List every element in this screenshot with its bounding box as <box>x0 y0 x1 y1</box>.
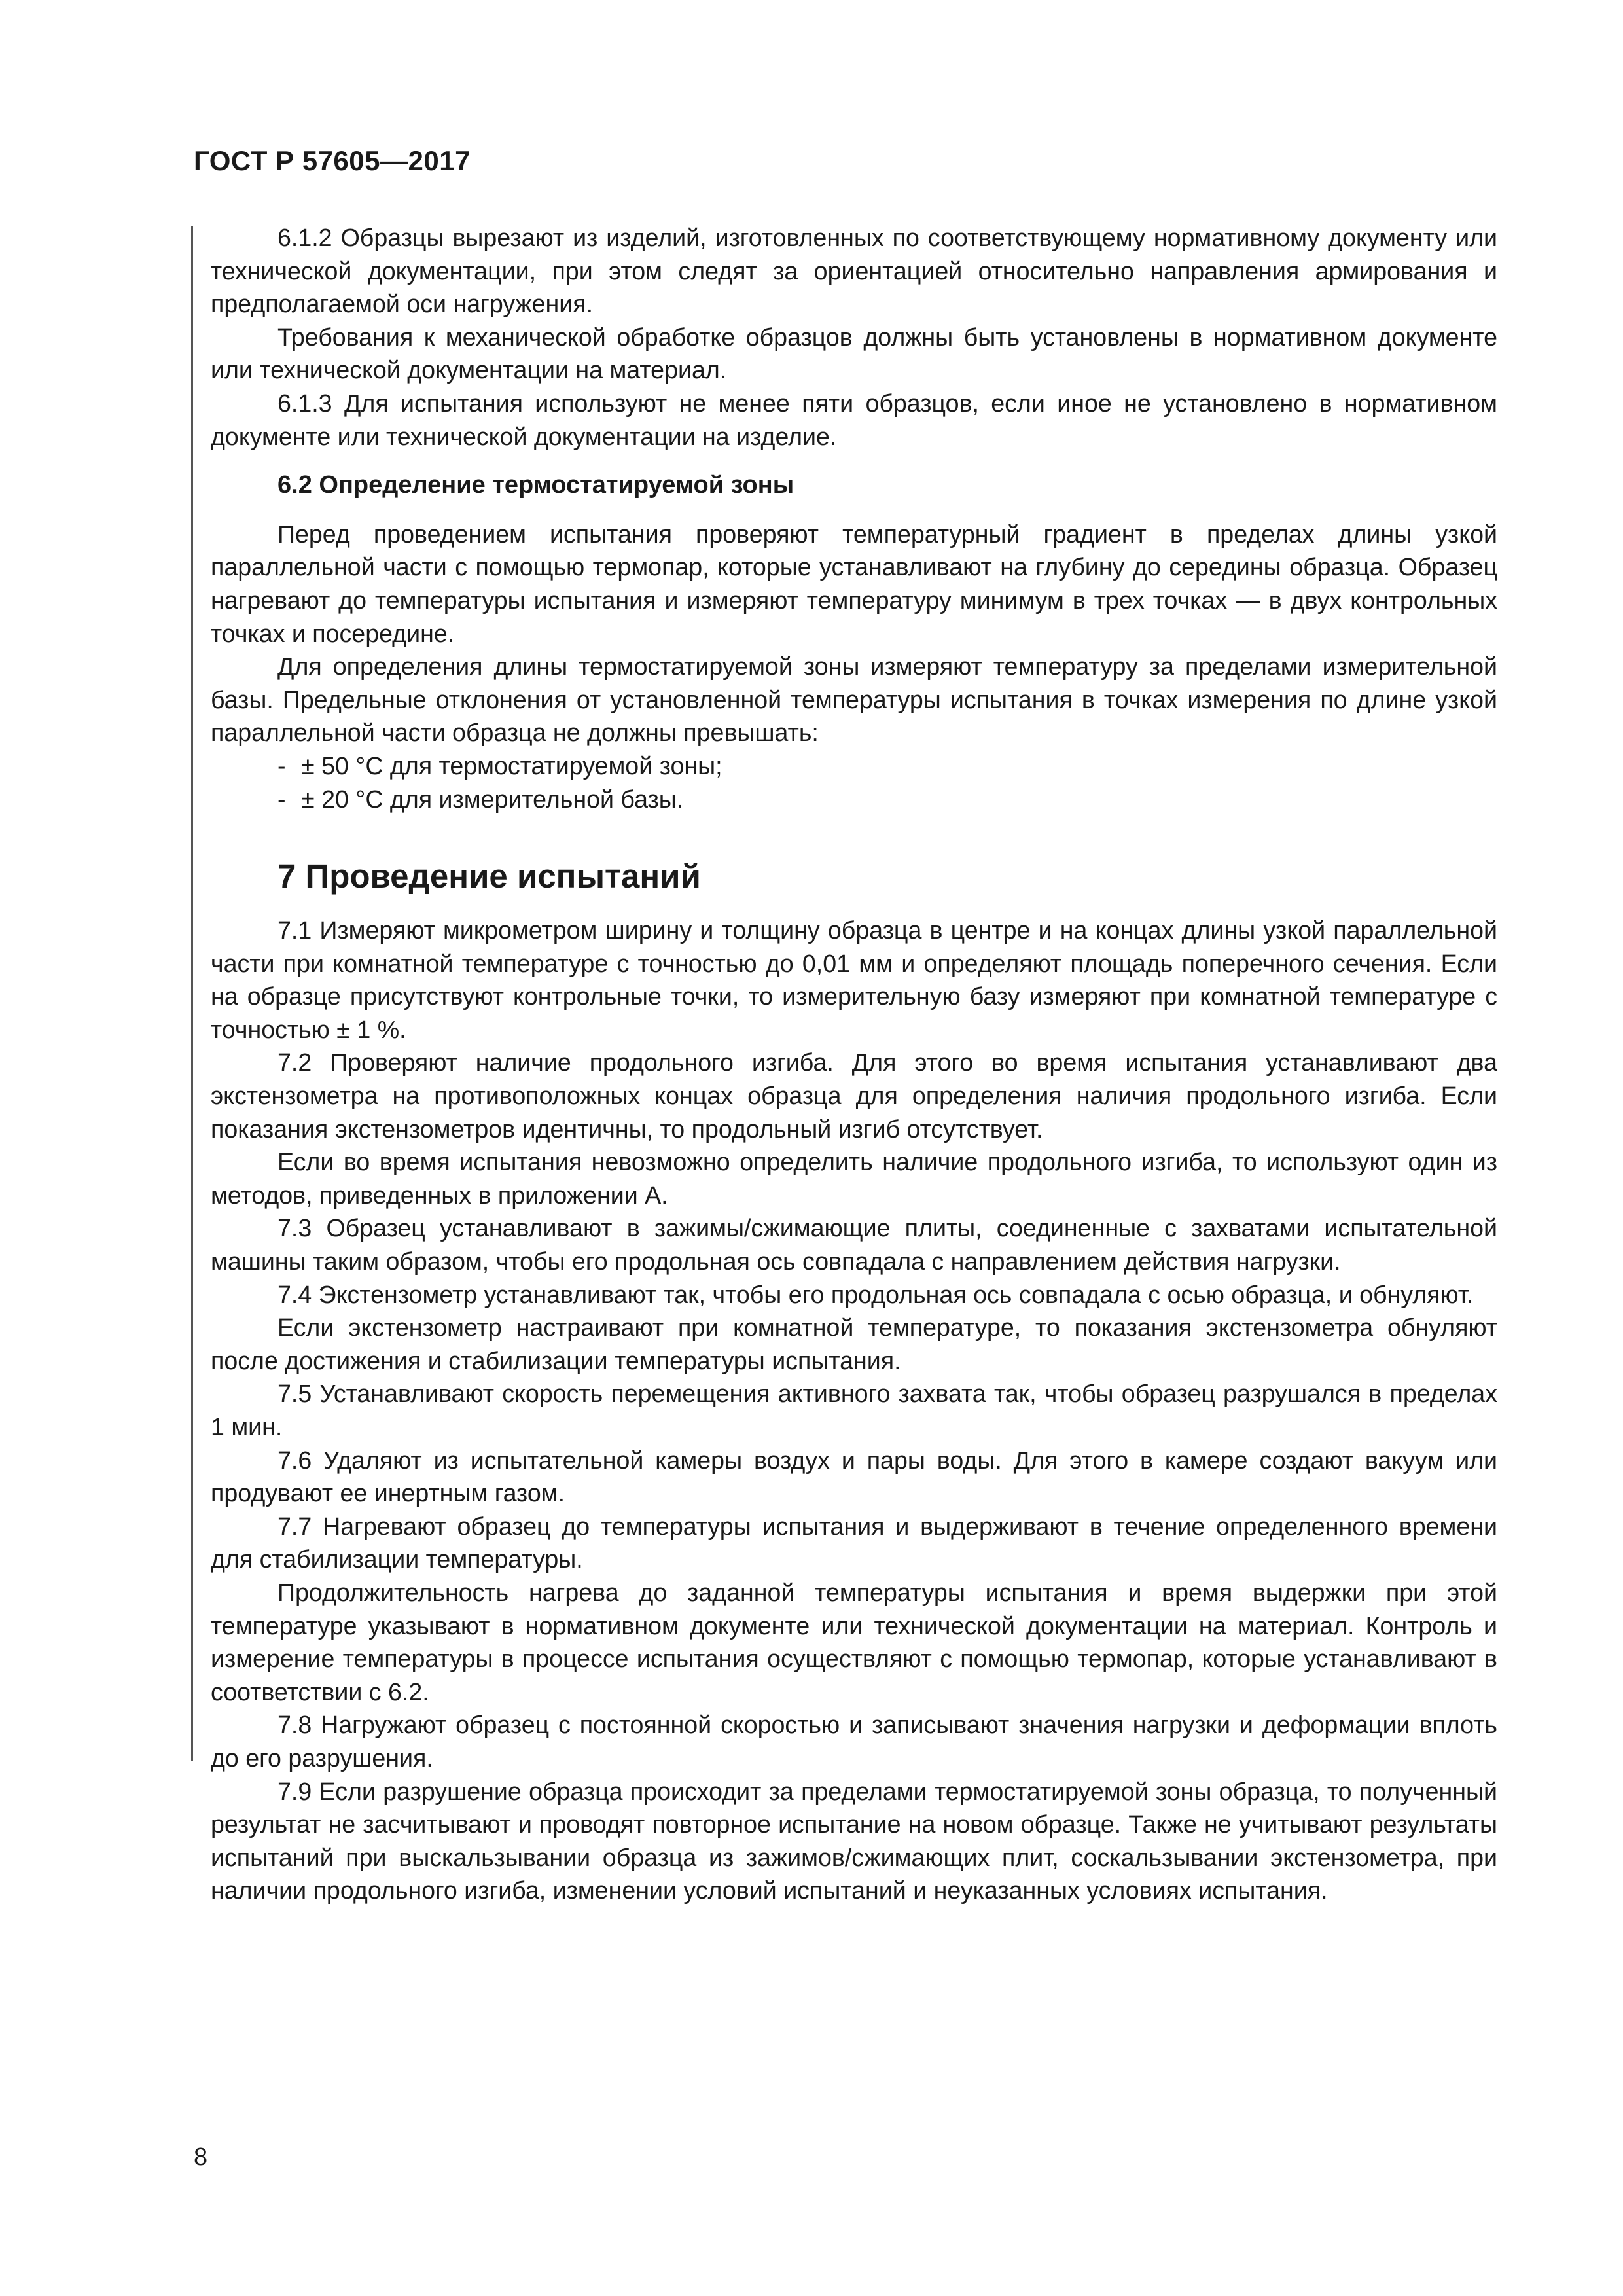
list-item-text: ± 20 °С для измерительной базы. <box>301 785 684 813</box>
paragraph-7-2: 7.2 Проверяют наличие продольного изгиба. Для этого во время испытания устанавливают два экстензометра на противоположных концах образца для определения наличия продольного изгиба. Если показания экстензометров идентичны, то продольный изгиб отсутствует. <box>211 1049 1497 1143</box>
paragraph-6-1-2: 6.1.2 Образцы вырезают из изделий, изготовленных по соответствующему нормативному документу или технической документации, при этом следят за ориентацией относительно направления армирования и предполагаемой оси нагружения. <box>211 224 1497 318</box>
page-body <box>211 221 1497 1907</box>
paragraph-7-4-zeroing: Если экстензометр настраивают при комнатной температуре, то показания экстензометра обнуляют после достижения и стабилизации температуры испытания. <box>211 1314 1497 1374</box>
paragraph-6-2-tolerances: Для определения длины термостатируемой зоны измеряют температуру за пределами измерительной базы. Предельные отклонения от установленной температуры испытания в точках измерения по длине узкой параллельной части образца не должны превышать: <box>211 653 1497 747</box>
document-header-title: ГОСТ Р 57605—2017 <box>194 145 471 176</box>
paragraph-7-4: 7.4 Экстензометр устанавливают так, чтобы его продольная ось совпадала с осью образца, и обнуляют. <box>277 1280 1474 1308</box>
paragraph-6-1-3: 6.1.3 Для испытания используют не менее пяти образцов, если иное не установлено в нормативном документе или технической документации на изделие. <box>211 389 1497 450</box>
paragraph-7-7-duration: Продолжительность нагрева до заданной температуры испытания и время выдержки при этой температуре указывают в нормативном документе или технической документации на материал. Контроль и измерение температуры в процессе испытания осуществляют с помощью термопар, которые устанавливают в соответствии с 6.2. <box>211 1578 1497 1706</box>
paragraph-7-3: 7.3 Образец устанавливают в зажимы/сжимающие плиты, соединенные с захватами испытательной машины таким образом, чтобы его продольная ось совпадала с направлением действия нагрузки. <box>211 1214 1497 1276</box>
paragraph-7-1: 7.1 Измеряют микрометром ширину и толщину образца в центре и на концах длины узкой параллельной части при комнатной температуре с точностью до 0,01 мм и определяют площадь поперечного сечения. Если на образце присутствуют контрольные точки, то измерительную базу измеряют при комнатной температуре с точностью ± 1 %. <box>211 916 1497 1043</box>
paragraph-7-7: 7.7 Нагревают образец до температуры испытания и выдерживают в течение определенного времени для стабилизации температуры. <box>211 1512 1497 1573</box>
list-dash: - <box>277 751 286 780</box>
paragraph-7-5: 7.5 Устанавливают скорость перемещения активного захвата так, чтобы образец разрушался в пределах 1 мин. <box>211 1380 1497 1441</box>
paragraph-7-6: 7.6 Удаляют из испытательной камеры воздух и пары воды. Для этого в камере создают вакуум или продувают ее инертным газом. <box>211 1446 1497 1507</box>
paragraph-7-9: 7.9 Если разрушение образца происходит за пределами термостатируемой зоны образца, то полученный результат не засчитывают и проводят повторное испытание на новом образце. Также не учитывают результаты испытаний при выскальзывании образца из зажимов/сжимающих плит, соскальзывании экстензометра, при наличии продольного изгиба, изменении условий испытаний и неуказанных условиях испытания. <box>211 1777 1497 1905</box>
paragraph-7-2-annex: Если во время испытания невозможно определить наличие продольного изгиба, то используют один из методов, приведенных в приложении А. <box>211 1148 1497 1209</box>
paragraph-6-1-2-requirements: Требования к механической обработке образцов должны быть установлены в нормативном документе или технической документации на материал. <box>211 323 1497 384</box>
paragraph-7-8: 7.8 Нагружают образец с постоянной скоростью и записывают значения нагрузки и деформации вплоть до его разрушения. <box>211 1711 1497 1772</box>
page-number: 8 <box>194 2144 208 2171</box>
list-dash: - <box>277 785 286 813</box>
heading-6-2: 6.2 Определение термостатируемой зоны <box>277 471 794 499</box>
list-item <box>277 749 1497 783</box>
section-heading-7: 7 Проведение испытаний <box>277 857 701 895</box>
list-item-text: ± 50 °С для термостатируемой зоны; <box>301 751 722 780</box>
change-bar-rule <box>191 226 193 1761</box>
paragraph-6-2-gradient: Перед проведением испытания проверяют температурный градиент в пределах длины узкой параллельной части с помощью термопар, которые устанавливают на глубину до середины образца. Образец нагревают до температуры испытания и измеряют температуру минимум в трех точках — в двух контрольных точках и посередине. <box>211 520 1497 647</box>
list-item <box>277 783 1497 816</box>
